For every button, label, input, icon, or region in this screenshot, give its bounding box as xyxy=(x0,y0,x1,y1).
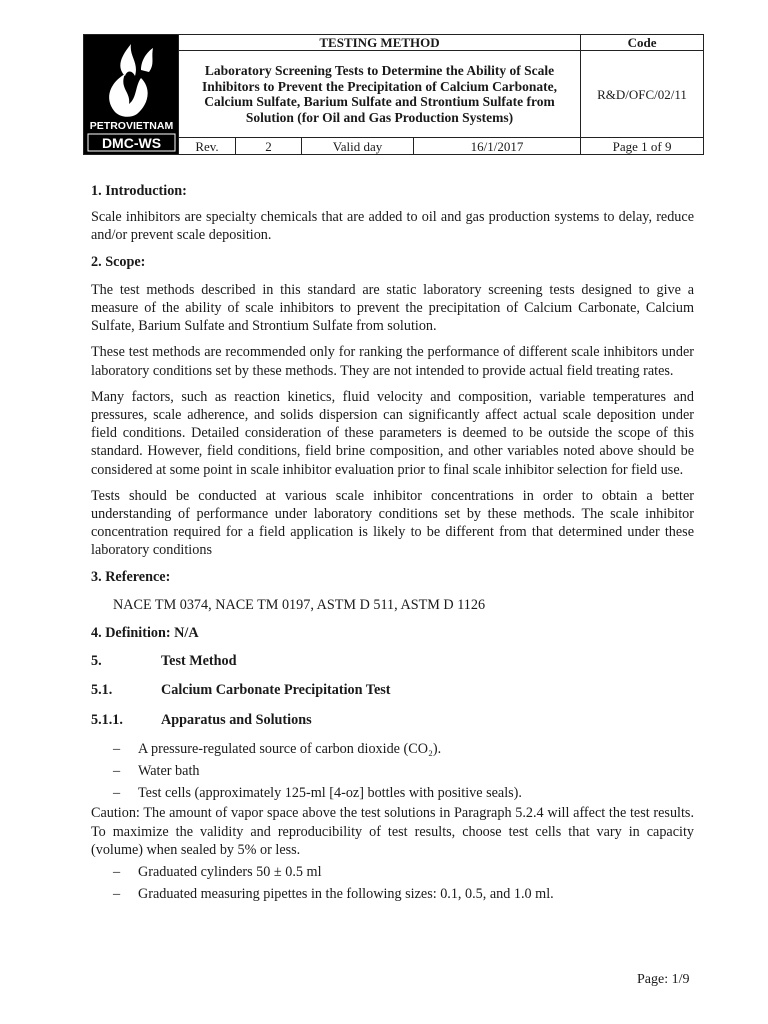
caution-paragraph: Caution: The amount of vapor space above the test solutions in Paragraph 5.2.4 will affect the test results. To maximize the validity and reproducibility of test results, choose test cells that vary in capacity (volume) when sealed by 5% or less. xyxy=(91,805,694,858)
section-5-1-1-heading xyxy=(91,711,694,729)
valid-label: Valid day xyxy=(302,138,414,155)
list-item: – A pressure-regulated source of carbon dioxide (CO₂). xyxy=(91,740,694,758)
document-body xyxy=(91,182,694,904)
company-logo xyxy=(84,35,179,155)
section-5-1-heading xyxy=(91,681,694,699)
scope-paragraph-4: Tests should be conducted at various scale inhibitor concentrations in order to obtain a better understanding of performance under laboratory conditions set by these methods. The scale inhibitor concentration required for a field application is likely to be different from that determined under these laboratory conditions xyxy=(91,487,694,559)
rev-label: Rev. xyxy=(179,138,236,155)
rev-value: 2 xyxy=(236,138,302,155)
scope-paragraph-1: The test methods described in this standard are static laboratory screening tests designed to give a measure of the ability of scale inhibitors to prevent the precipitation of Calcium Carbonate, Calcium Sulfate, Barium Sulfate and Strontium Sulfate from solution. xyxy=(91,281,694,335)
section-4-heading: 4. Definition: N/A xyxy=(91,625,199,642)
section-1-heading: 1. Introduction: xyxy=(91,183,187,199)
section-5-title: Test Method xyxy=(161,653,237,670)
section-5-1-title: Calcium Carbonate Precipitation Test xyxy=(161,682,391,699)
logo-text-bottom: DMC-WS xyxy=(101,135,161,151)
doc-title: Laboratory Screening Tests to Determine the Ability of Scale Inhibitors to Prevent the Precipitation of Calcium Carbonate, Calcium Sulfate, Barium Sulfate and Strontium Sulfate from Solution (for Oil and Gas Production Systems) xyxy=(179,51,581,138)
list-item: – Test cells (approximately 125-ml [4-oz] bottles with positive seals). xyxy=(91,784,694,802)
section-5-1-number: 5.1. xyxy=(91,682,113,699)
document-header-table xyxy=(83,34,704,155)
section-2-heading: 2. Scope: xyxy=(91,253,146,270)
section-3-heading: 3. Reference: xyxy=(91,568,171,585)
section-5-number: 5. xyxy=(91,653,102,670)
section-5-1-1-number: 5.1.1. xyxy=(91,711,123,728)
intro-paragraph: Scale inhibitors are specialty chemicals that are added to oil and gas production systems to delay, reduce and/or prevent scale deposition. xyxy=(91,209,694,244)
list-item: – Water bath xyxy=(91,762,694,780)
list-item: – Graduated measuring pipettes in the following sizes: 0.1, 0.5, and 1.0 ml. xyxy=(91,885,694,903)
logo-text-top: PETROVIETNAM xyxy=(89,120,173,132)
doc-code: R&D/OFC/02/11 xyxy=(581,51,704,138)
section-5-1-1-title: Apparatus and Solutions xyxy=(161,711,312,728)
page-info: Page 1 of 9 xyxy=(581,138,704,155)
code-label: Code xyxy=(581,35,704,51)
section-5-heading xyxy=(91,652,694,670)
list-item: – Graduated cylinders 50 ± 0.5 ml xyxy=(91,863,694,881)
page-footer: Page: 1/9 xyxy=(637,972,690,987)
scope-paragraph-2: These test methods are recommended only for ranking the performance of different scale inhibitors under laboratory conditions set by these methods. They are not intended to provide actual field treating rates. xyxy=(91,344,694,379)
valid-date: 16/1/2017 xyxy=(414,138,581,155)
reference-list: NACE TM 0374, NACE TM 0197, ASTM D 511, ASTM D 1126 xyxy=(113,596,486,613)
doc-type: TESTING METHOD xyxy=(179,35,581,51)
scope-paragraph-3: Many factors, such as reaction kinetics, fluid velocity and composition, variable temperatures and pressures, scale adherence, and solids dispersion can significantly affect actual scale deposition under field conditions. Detailed consideration of these parameters is deemed to be outside the scope of this standard. However, field conditions, field brine composition, and other variables noted above should be considered at some point in scale inhibitor evaluation prior to final scale inhibitor selection for field use. xyxy=(91,388,694,478)
